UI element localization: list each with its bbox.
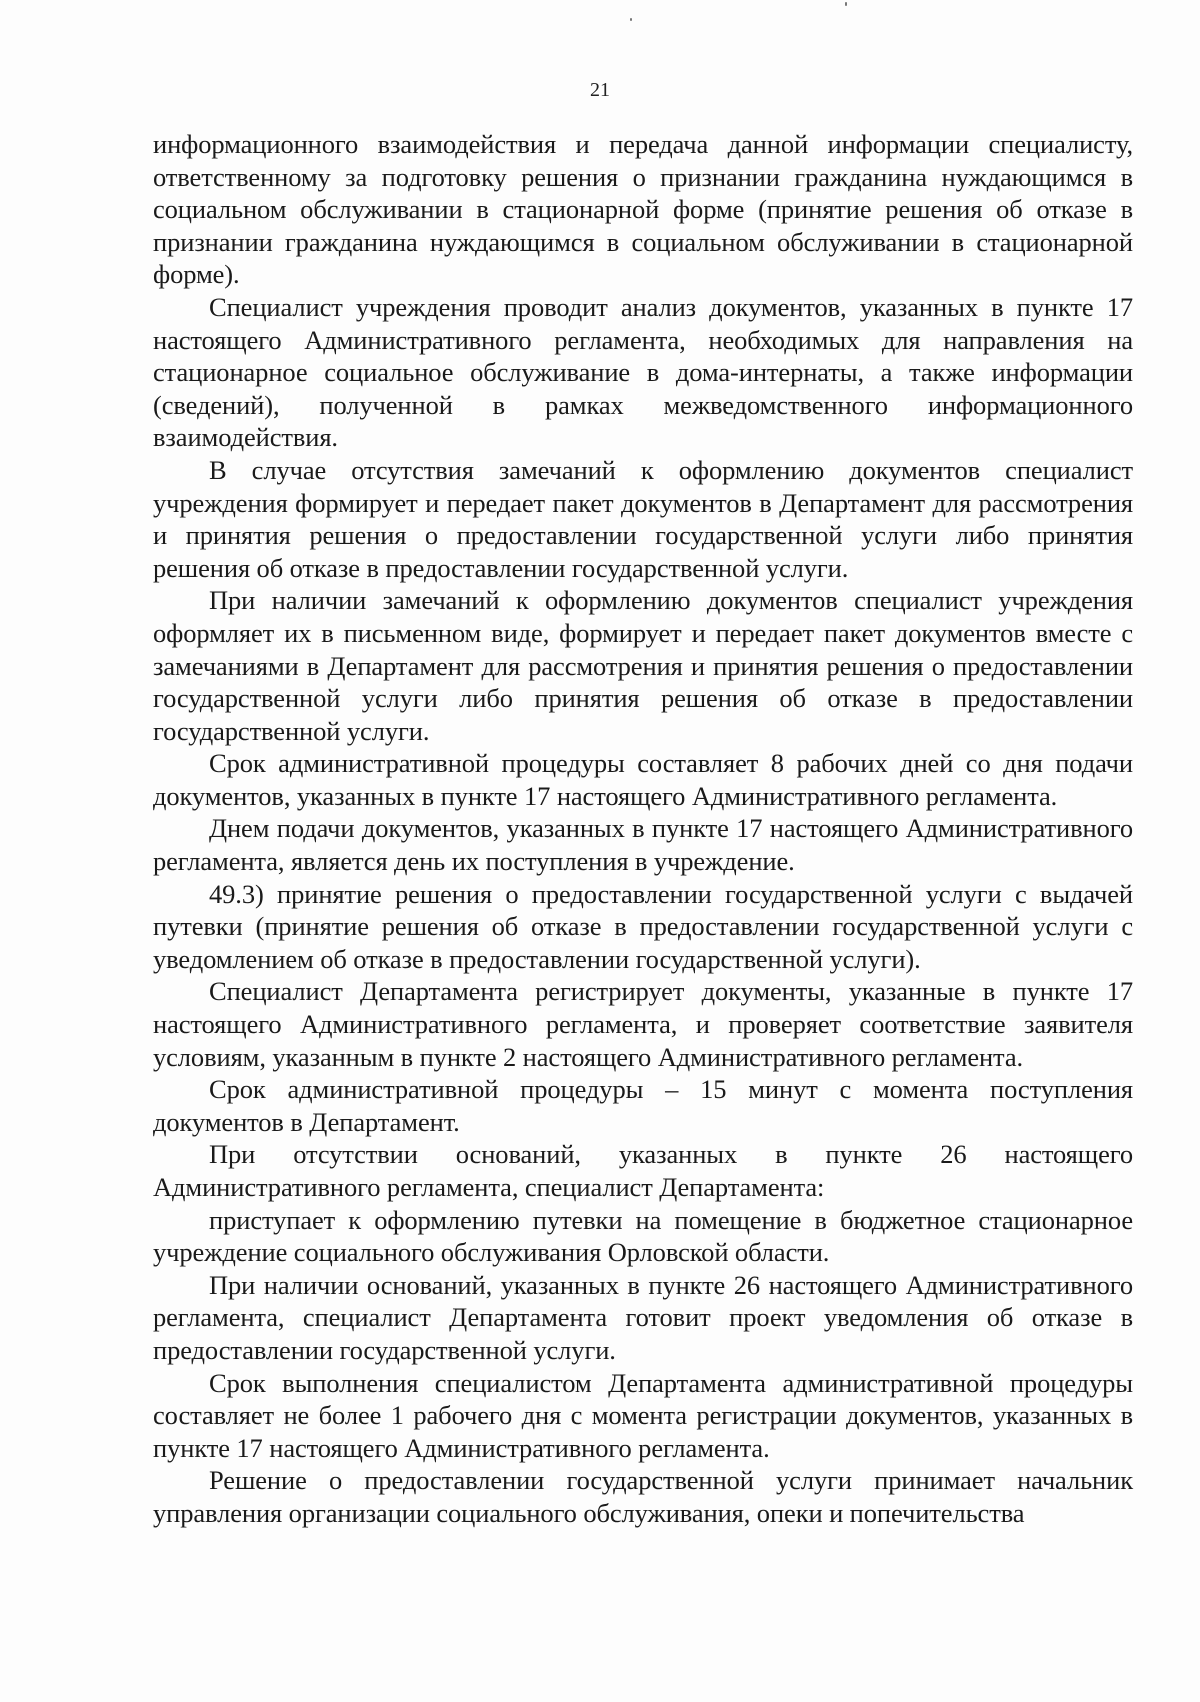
paragraph: Специалист учреждения проводит анализ документов, указанных в пункте 17 настоящего Административного регламента, необходимых для направления на стационарное социальное обслуживание в дома-интернаты, а также информации (сведений), полученной в рамках межведомственного информационного взаимодействия. xyxy=(153,291,1133,453)
paragraph: Срок административной процедуры составляет 8 рабочих дней со дня подачи документов, указанных в пункте 17 настоящего Административного регламента. xyxy=(153,748,1133,811)
paragraph: В случае отсутствия замечаний к оформлению документов специалист учреждения формирует и передает пакет документов в Департамент для рассмотрения и принятия решения о предоставлении государственной услуги либо принятия решения об отказе в предоставлении государственной услуги. xyxy=(153,454,1133,583)
document-body xyxy=(153,128,1133,1530)
scan-speck xyxy=(845,2,847,6)
paragraph-clause-49-3: 49.3) принятие решения о предоставлении государственной услуги с выдачей путевки (принятие решения об отказе в предоставлении государственной услуги с уведомлением об отказе в предоставлении государственной услуги). xyxy=(153,878,1133,974)
scan-speck xyxy=(630,18,632,21)
paragraph: При наличии оснований, указанных в пункте 26 настоящего Административного регламента, специалист Департамента готовит проект уведомления об отказе в предоставлении государственной услуги. xyxy=(153,1269,1133,1365)
paragraph: приступает к оформлению путевки на помещение в бюджетное стационарное учреждение социального обслуживания Орловской области. xyxy=(153,1204,1133,1268)
paragraph-continuation: информационного взаимодействия и передача данной информации специалисту, ответственному за подготовку решения о признании гражданина нуждающимся в социальном обслуживании в стационарной форме (принятие решения об отказе в признании гражданина нуждающимся в социальном обслуживании в стационарной форме). xyxy=(153,129,1133,290)
page-number: 21 xyxy=(590,79,610,101)
paragraph: Специалист Департамента регистрирует документы, указанные в пункте 17 настоящего Административного регламента, и проверяет соответствие заявителя условиям, указанным в пункте 2 настоящего Административного регламента. xyxy=(153,976,1133,1072)
paragraph: Решение о предоставлении государственной услуги принимает начальник управления организации социального обслуживания, опеки и попечительства xyxy=(153,1465,1133,1528)
paragraph: Срок административной процедуры – 15 минут с момента поступления документов в Департамент. xyxy=(153,1074,1133,1137)
paragraph: При отсутствии оснований, указанных в пункте 26 настоящего Административного регламента, специалист Департамента: xyxy=(153,1139,1133,1202)
paragraph: Днем подачи документов, указанных в пункте 17 настоящего Административного регламента, является день их поступления в учреждение. xyxy=(153,813,1133,877)
paragraph: Срок выполнения специалистом Департамента административной процедуры составляет не более 1 рабочего дня с момента регистрации документов, указанных в пункте 17 настоящего Административного регламента. xyxy=(153,1367,1133,1463)
paragraph: При наличии замечаний к оформлению документов специалист учреждения оформляет их в письменном виде, формирует и передает пакет документов вместе с замечаниями в Департамент для рассмотрения и принятия решения о предоставлении государственной услуги либо принятия решения об отказе в предоставлении государственной услуги. xyxy=(153,585,1133,746)
